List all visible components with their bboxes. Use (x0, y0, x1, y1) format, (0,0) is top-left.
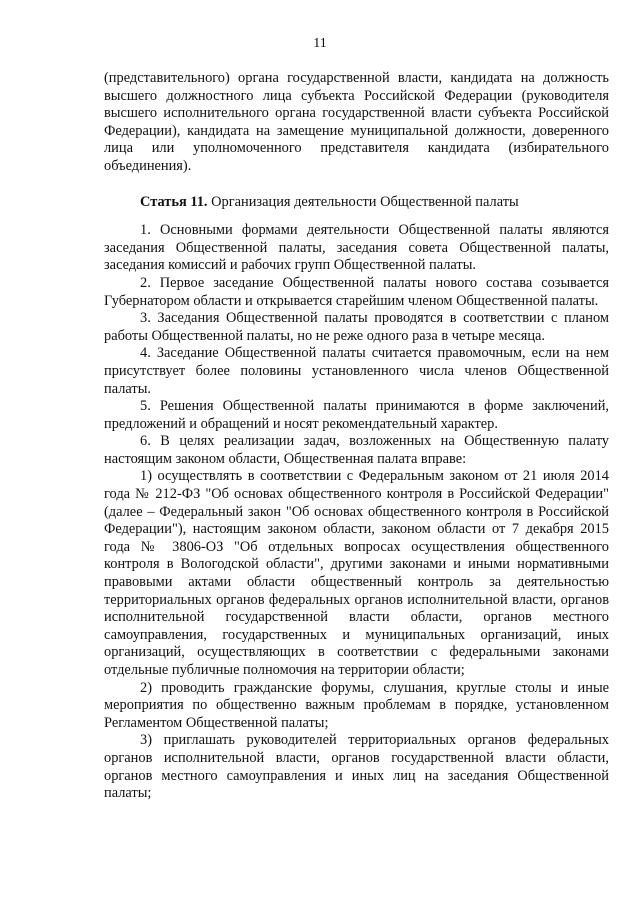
paragraph-1: 1. Основными формами деятельности Общественной палаты являются заседания Общественной палаты, заседания совета Общественной палаты, заседания комиссий и рабочих групп Общественной палаты. (104, 222, 609, 274)
paragraph-4: 4. Заседание Общественной палаты считается правомочным, если на нем присутствует более половины установленного числа членов Общественной палаты. (104, 345, 609, 397)
intro-paragraph: (представительного) органа государственной власти, кандидата на должность высшего должностного лица субъекта Российской Федерации (руководителя высшего исполнительного органа государственной власти субъекта Российской Федерации), кандидата на замещение муниципальной должности, доверенного лица или уполномоченного представителя кандидата (избирательного объединения). (104, 70, 609, 174)
subitem-3: 3) приглашать руководителей территориальных органов федеральных органов исполнительной власти, органов государственной власти области, органов местного самоуправления и иных лиц на заседания Общественной палаты; (104, 732, 609, 802)
subitem-1: 1) осуществлять в соответствии с Федеральным законом от 21 июля 2014 года № 212-ФЗ "Об основах общественного контроля в Российской Федерации" (далее – Федеральный закон "Об основах общественного контроля в Российской Федерации"), настоящим законом области, законом области от 7 декабря 2015 года № 3806-ОЗ "Об отдельных вопросах осуществления общественного контроля в Вологодской области", другими законами и иными нормативными правовыми актами области общественный контроль за деятельностью территориальных органов федеральных органов исполнительной власти, органов исполнительной государственной власти области, органов местного самоуправления, государственных и муниципальных организаций, иных организаций, осуществляющих в соответствии с федеральными законами отдельные публичные полномочия на территории области; (104, 468, 609, 678)
article-title: Организация деятельности Общественной палаты (211, 193, 519, 210)
paragraph-6: 6. В целях реализации задач, возложенных на Общественную палату настоящим законом области, Общественная палата вправе: (104, 433, 609, 467)
paragraph-5: 5. Решения Общественной палаты принимаются в форме заключений, предложений и обращений и носят рекомендательный характер. (104, 398, 609, 432)
paragraph-3: 3. Заседания Общественной палаты проводятся в соответствии с планом работы Общественной палаты, но не реже одного раза в четыре месяца. (104, 310, 609, 344)
page-number: 11 (313, 36, 327, 51)
document-body (104, 70, 609, 803)
subitem-2: 2) проводить гражданские форумы, слушания, круглые столы и иные мероприятия по общественно важным проблемам в порядке, установленном Регламентом Общественной палаты; (104, 679, 609, 731)
article-label: Статья 11. (140, 193, 208, 210)
paragraph-2: 2. Первое заседание Общественной палаты нового состава созывается Губернатором области и открывается старейшим членом Общественной палаты. (104, 274, 609, 309)
article-heading (104, 194, 609, 212)
